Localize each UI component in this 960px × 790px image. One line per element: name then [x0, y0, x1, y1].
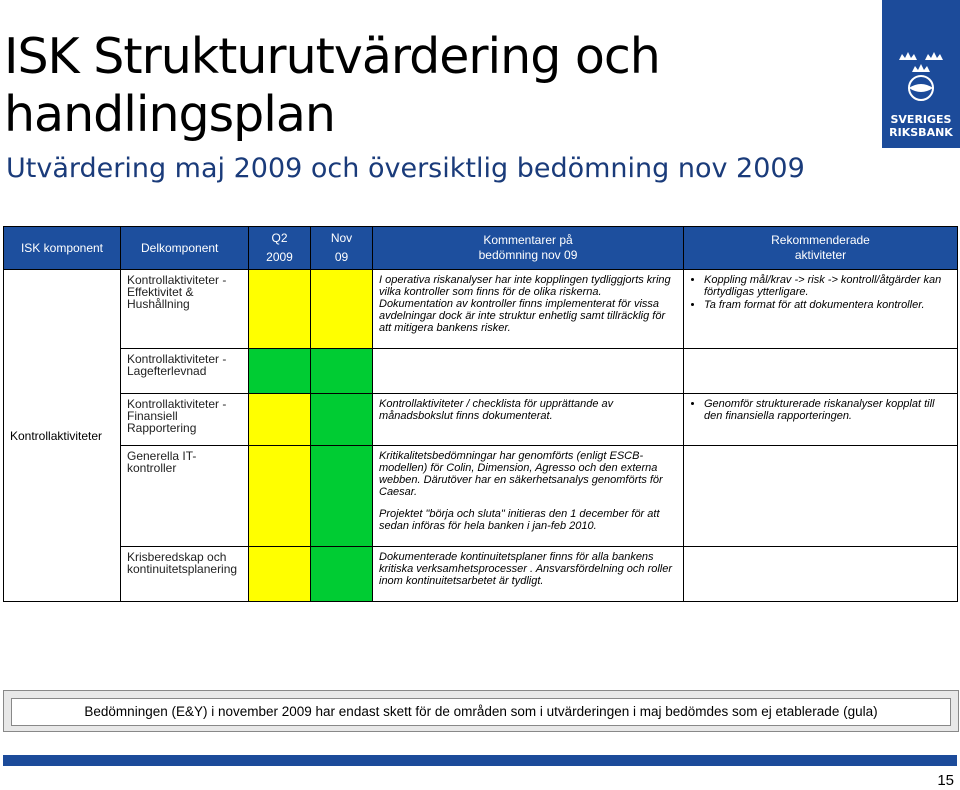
status-nov-green [311, 349, 373, 394]
logo-text-line2: RIKSBANK [889, 126, 953, 139]
header-nov-line1: Nov [330, 231, 353, 245]
comment-text: Kontrollaktiviteter / checklista för upprättande av månadsbokslut finns dokumenterat. [379, 398, 614, 422]
header-q2-line1: Q2 [271, 231, 288, 245]
status-nov-green [311, 394, 373, 446]
status-q2-yellow [249, 446, 311, 547]
header-kommentar-line2: bedömning nov 09 [478, 248, 578, 262]
crest-icon [891, 46, 951, 106]
header-isk-komponent: ISK komponent [4, 227, 121, 270]
header-rek-line2: aktiviteter [794, 248, 847, 262]
delkomponent-cell: Generella IT-kontroller [121, 446, 249, 547]
delkomponent-cell: Kontrollaktiviteter - Effektivitet & Hushållning [121, 270, 249, 349]
isk-component-cell: Kontrollaktiviteter [4, 270, 121, 602]
comment-text: Kritikalitetsbedömningar har genomförts (enligt ESCB-modellen) för Colin, Dimension, Agresso och den externa webben. Därutöver har en säkerhetsanalys genomförts för Caesar. [379, 450, 663, 498]
comment-text: Dokumenterade kontinuitetsplaner finns för alla bankens kritiska verksamhetsprocesser . Ansvarsfördelning och roller inom kontinuitetsarbetet är tydligt. [379, 551, 673, 587]
recommendation-cell [684, 270, 958, 349]
footer-note-box [3, 690, 959, 732]
footer-note: Bedömningen (E&Y) i november 2009 har endast skett för de områden som i utvärderingen i maj bedömdes som ej etablerade (gula) [11, 698, 951, 726]
header-rekommenderade [684, 227, 958, 270]
delkomponent-cell: Kontrollaktiviteter - Lagefterlevnad [121, 349, 249, 394]
assessment-table [3, 226, 958, 602]
table-row [4, 394, 958, 446]
comment-cell [373, 349, 684, 394]
delkomponent-cell: Krisberedskap och kontinuitetsplanering [121, 547, 249, 602]
recommendation-item: • Ta fram format för att dokumentera kontroller. [704, 299, 951, 311]
status-nov-green [311, 547, 373, 602]
status-q2-green [249, 349, 311, 394]
table-row [4, 349, 958, 394]
status-q2-yellow [249, 270, 311, 349]
footer-bar [3, 755, 957, 766]
recommendation-cell [684, 349, 958, 394]
table-header-row [4, 227, 958, 270]
recommendation-cell [684, 446, 958, 547]
header-q2-2009 [249, 227, 311, 270]
crown-icon [882, 46, 960, 109]
table-row [4, 446, 958, 547]
comment-text: Projektet "börja och sluta" initieras den 1 december för att sedan införas för hela banken i jan-feb 2010. [379, 508, 660, 532]
recommendation-cell [684, 394, 958, 446]
riksbank-logo [882, 0, 960, 148]
page-title: ISK Strukturutvärdering och handlingsplan [4, 28, 660, 143]
page-number: 15 [937, 772, 954, 789]
page-subtitle: Utvärdering maj 2009 och översiktlig bedömning nov 2009 [6, 153, 805, 184]
header-q2-line2: 2009 [266, 250, 293, 264]
comment-cell [373, 270, 684, 349]
header-kommentar-line1: Kommentarer på [483, 233, 573, 247]
table-row [4, 547, 958, 602]
table-row [4, 270, 958, 349]
status-q2-yellow [249, 394, 311, 446]
recommendation-item: • Genomför strukturerade riskanalyser kopplat till den finansiella rapporteringen. [704, 398, 951, 422]
comment-cell [373, 547, 684, 602]
status-nov-green [311, 446, 373, 547]
header-nov-09 [311, 227, 373, 270]
comment-text: I operativa riskanalyser har inte kopplingen tydliggjorts kring vilka kontroller som finns för de olika riskerna. Dokumentation av kontroller finns implementerat för vissa avdelningar dock är inte struktur enhetlig samt tillräcklig för att mitigera bankens risker. [379, 274, 671, 334]
logo-text-line1: SVERIGES [890, 113, 952, 126]
comment-cell [373, 446, 684, 547]
header-delkomponent: Delkomponent [121, 227, 249, 270]
header-kommentarer [373, 227, 684, 270]
header-nov-line2: 09 [334, 250, 349, 264]
comment-cell [373, 394, 684, 446]
recommendation-cell [684, 547, 958, 602]
delkomponent-cell: Kontrollaktiviteter - Finansiell Rapportering [121, 394, 249, 446]
status-q2-yellow [249, 547, 311, 602]
recommendation-item: • Koppling mål/krav -> risk -> kontroll/åtgärder kan förtydligas ytterligare. [704, 274, 951, 298]
status-nov-yellow [311, 270, 373, 349]
header-rek-line1: Rekommenderade [771, 233, 870, 247]
